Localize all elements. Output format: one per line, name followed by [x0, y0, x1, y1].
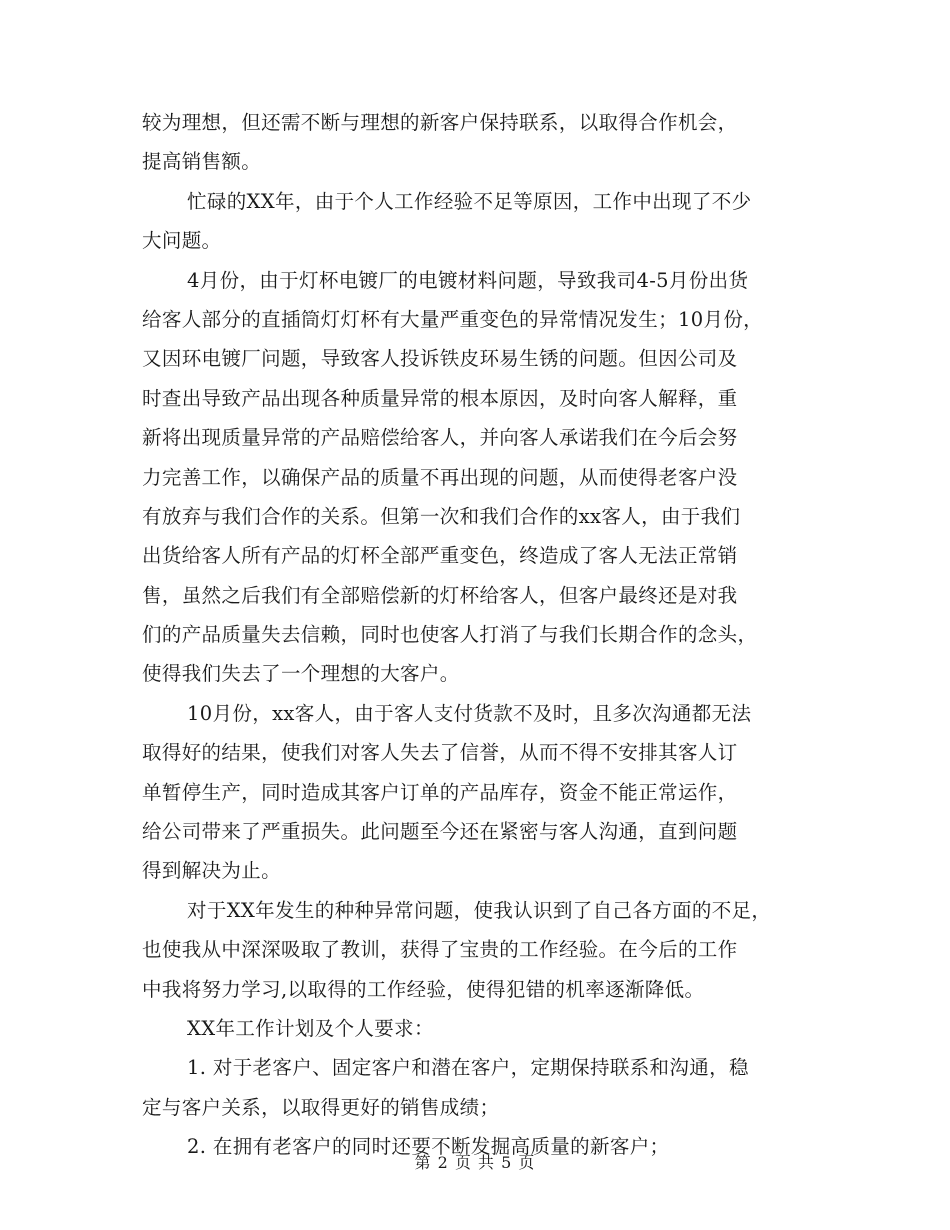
text-line: 给公司带来了严重损失。此问题至今还在紧密与客人沟通，直到问题: [142, 820, 738, 844]
text-line: 又因环电镀厂问题，导致客人投诉铁皮环易生锈的问题。但因公司及: [142, 347, 738, 371]
text-line: 1. 对于老客户、固定客户和潜在客户，定期保持联系和沟通，稳: [187, 1056, 749, 1080]
text-line: 新将出现质量异常的产品赔偿给客人，并向客人承诺我们在今后会努: [142, 426, 738, 450]
text-line: 们的产品质量失去信赖，同时也使客人打消了与我们长期合作的念头，: [142, 623, 758, 647]
text-line: 取得好的结果，使我们对客人失去了信誉，从而不得不安排其客人订: [142, 741, 738, 765]
text-line: 对于XX年发生的种种异常问题，使我认识到了自己各方面的不足，: [187, 898, 772, 922]
page-footer: [0, 1150, 950, 1173]
text-line: 2. 在拥有老客户的同时还要不断发掘高质量的新客户；: [187, 1135, 670, 1159]
text-line: 较为理想，但还需不断与理想的新客户保持联系，以取得合作机会，: [142, 111, 738, 134]
text-line: 力完善工作，以确保产品的质量不再出现的问题，从而使得老客户没: [142, 465, 738, 489]
text-line: 使得我们失去了一个理想的大客户。: [142, 662, 460, 686]
text-line: 忙碌的XX年，由于个人工作经验不足等原因，工作中出现了不少: [187, 189, 752, 213]
text-line: 时查出导致产品出现各种质量异常的根本原因，及时向客人解释，重: [142, 386, 738, 410]
page-number-label: 第 2 页 共 5 页: [414, 1153, 536, 1172]
text-line: 4月份，由于灯杯电镀厂的电镀材料问题，导致我司4-5月份出货: [187, 268, 749, 292]
text-line: 单暂停生产，同时造成其客户订单的产品库存，资金不能正常运作，: [142, 780, 738, 804]
text-line: 出货给客人所有产品的灯杯全部严重变色，终造成了客人无法正常销: [142, 544, 738, 568]
text-line: 给客人部分的直插筒灯灯杯有大量严重变色的异常情况发生；10月份，: [142, 307, 764, 331]
text-line: 售，虽然之后我们有全部赔偿新的灯杯给客人，但客户最终还是对我: [142, 583, 738, 607]
text-line: 提高销售额。: [142, 150, 262, 174]
text-line: 也使我从中深深吸取了教训，获得了宝贵的工作经验。在今后的工作: [142, 938, 738, 962]
text-line: 10月份，xx客人，由于客人支付货款不及时，且多次沟通都无法: [187, 701, 752, 725]
text-line: XX年工作计划及个人要求：: [187, 1016, 434, 1040]
document-body: [142, 103, 842, 1167]
text-line: 定与客户关系，以取得更好的销售成绩；: [142, 1095, 500, 1119]
text-line: 中我将努力学习,以取得的工作经验，使得犯错的机率逐渐降低。: [142, 977, 705, 1001]
text-line: 得到解决为止。: [142, 859, 281, 883]
text-line: 大问题。: [142, 229, 222, 253]
text-line: 有放弃与我们合作的关系。但第一次和我们合作的xx客人，由于我们: [142, 504, 741, 528]
